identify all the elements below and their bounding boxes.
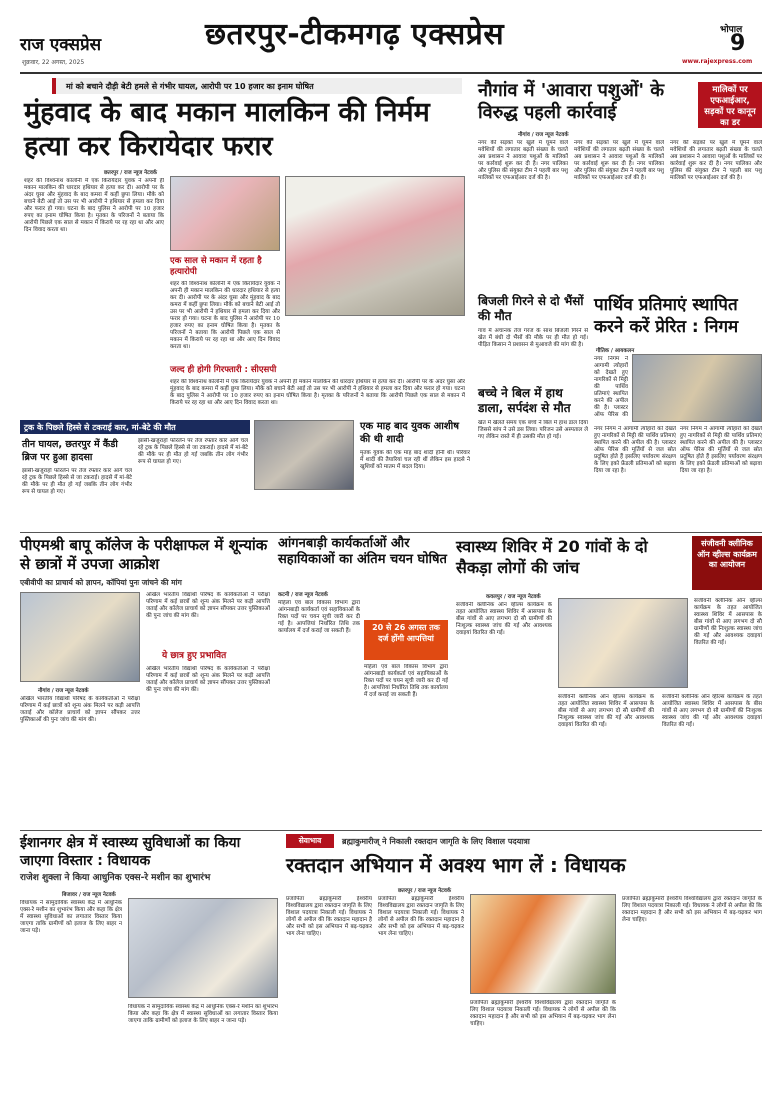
health-sidebox-text: संजीवनी क्लीनिक ऑन व्हील्स कार्यक्रम का आयोजन: [697, 539, 757, 569]
nougaon-body-col3: नगर की सड़कों पर खुले में घूमने वाले मवेशियों की लगातार बढ़ती संख्या के चलते अब प्रशासन ने आवारा पशुओं के मालिकों पर कार्रवाई शुरू कर दी है। नगर पालिका और पुलिस की संयुक्त टीम ने पहली बार पशु मालिकों पर एफआईआर दर्ज की है।: [670, 140, 762, 181]
victim-photo: [170, 176, 280, 251]
parthiv-byline: गौतिक / आयकलन: [596, 348, 635, 354]
snake-body: खेत में खेलते समय एक बच्चे ने बिल में हाथ डाल दिया जिससे सांप ने उसे डस लिया। परिजन उसे अस्पताल ले गए लेकिन रास्ते में ही उसकी मौत हो गई।: [478, 420, 588, 440]
anganwadi-body-col2: महिला एवं बाल विकास विभाग द्वारा आंगनबाड़ी कार्यकर्ता एवं सहायिकाओं के रिक्त पदों पर चयन सूची जारी कर दी गई है। आपत्तियां निर्धारित तिथि तक कार्यालय में दर्ज कराई जा सकती हैं।: [364, 664, 448, 698]
anganwadi-sidebox: [364, 620, 448, 660]
anganwadi-byline: कटनी / राज न्यूज नेटवर्क: [278, 592, 328, 598]
ishanagar-kicker: राजेश शुक्ला ने किया आधुनिक एक्स-रे मशीन का शुभारंभ: [20, 873, 211, 883]
issue-date: शुक्रवार, 22 अगस्त, 2025: [22, 59, 85, 66]
anganwadi-sidebox-text: 20 से 26 अगस्त तक दर्ज होंगी आपत्तियां: [372, 623, 440, 643]
edition-title: छतरपुर-टीकमगढ़ एक्सप्रेस: [205, 17, 505, 52]
blood-body-col4: प्रजापिता ब्रह्माकुमारी ईश्वरीय विश्वविद्यालय द्वारा रक्तदान जागृति के लिए विशाल पदयात्रा निकाली गई। विधायक ने लोगों से अपील की कि रक्तदान महादान है और सभी को इस अभियान में बढ़-चढ़कर भाग लेना चाहिए।: [622, 896, 762, 923]
parthiv-body-col1: नगर निगम ने आगामी त्योहारों को देखते हुए नागरिकों से मिट्टी की पार्थिव प्रतिमाएं स्थापित करने की अपील की है। प्लास्टर ऑफ पेरिस की: [594, 356, 628, 418]
nougaon-headline: नौगांव में 'आवारा पशुओं' के विरुद्ध पहली कार्रवाई: [478, 80, 665, 123]
college-subhead: ये छात्र हुए प्रभावित: [162, 651, 227, 661]
health-body-col1: संजीवनी क्लीनिक ऑन व्हील्स कार्यक्रम के तहत आयोजित स्वास्थ्य शिविर में आसपास के बीस गांवों से आए लगभग दो सौ ग्रामीणों की निःशुल्क स्वास्थ्य जांच की गई और आवश्यक दवाइयां वितरित की गईं।: [456, 602, 552, 636]
college-kicker: एबीवीपी का प्राचार्य को ज्ञापन, कॉपियां पुनः जांचने की मांग: [20, 578, 182, 587]
parthiv-story: [594, 294, 762, 524]
blood-headline: रक्तदान अभियान में अवश्य भाग लें : विधायक: [286, 853, 626, 877]
blood-story: [286, 834, 762, 1096]
marriage-headline: एक माह बाद युवक आशीष की थी शादी: [360, 421, 460, 445]
health-body-col4: संजीवनी क्लीनिक ऑन व्हील्स कार्यक्रम के तहत आयोजित स्वास्थ्य शिविर में आसपास के बीस गांवों से आए लगभग दो सौ ग्रामीणों की निःशुल्क स्वास्थ्य जांच की गई और आवश्यक दवाइयां वितरित की गईं।: [694, 598, 762, 646]
ishanagar-story: [20, 834, 278, 1096]
truck-story: [20, 420, 470, 530]
blood-photo: [470, 894, 616, 994]
health-story: [456, 536, 762, 826]
college-photo: [20, 592, 140, 682]
college-headline: पीएमश्री बापू कॉलेज के परीक्षाफल में शून्यांक से छात्रों में उपजा आक्रोश: [20, 536, 268, 573]
truck-body-col2: झांसी-खजुराहो फोरलेन पर तेज रफ्तार कार आगे चल रहे ट्रक के पिछले हिस्से से जा टकराई। हादसे में मां-बेटे की मौके पर ही मौत हो गई जबकि तीन लोग गंभीर रूप से घायल हो गए।: [138, 438, 248, 465]
nougaon-body-col1: नगर की सड़कों पर खुले में घूमने वाले मवेशियों की लगातार बढ़ती संख्या के चलते अब प्रशासन ने आवारा पशुओं के मालिकों पर कार्रवाई शुरू कर दी है। नगर पालिका और पुलिस की संयुक्त टीम ने पहली बार पशु मालिकों पर एफआईआर दर्ज की है।: [478, 140, 568, 181]
health-headline: स्वास्थ्य शिविर में 20 गांवों के दो सैकड़ा लोगों की जांच: [456, 537, 648, 577]
ishanagar-body-col1: विधायक ने सामुदायिक स्वास्थ्य केंद्र में आधुनिक एक्स-रे मशीन का शुभारंभ किया और कहा कि क्षेत्र में स्वास्थ्य सुविधाओं का लगातार विस्तार किया जाएगा ताकि ग्रामीणों को इलाज के लिए बाहर न जाना पड़े।: [20, 900, 122, 934]
snake-story: [478, 386, 588, 526]
parthiv-headline: पार्थिव प्रतिमाएं स्थापित करने करें प्रेरित : निगम: [594, 295, 739, 337]
nougaon-body-col2: नगर की सड़कों पर खुले में घूमने वाले मवेशियों की लगातार बढ़ती संख्या के चलते अब प्रशासन ने आवारा पशुओं के मालिकों पर कार्रवाई शुरू कर दी है। नगर पालिका और पुलिस की संयुक्त टीम ने पहली बार पशु मालिकों पर एफआईआर दर्ज की है।: [574, 140, 664, 181]
blood-body-col2: प्रजापिता ब्रह्माकुमारी ईश्वरीय विश्वविद्यालय द्वारा रक्तदान जागृति के लिए विशाल पदयात्रा निकाली गई। विधायक ने लोगों से अपील की कि रक्तदान महादान है और सभी को इस अभियान में बढ़-चढ़कर भाग लेना चाहिए।: [378, 896, 464, 937]
nougaon-sidebox: [698, 82, 762, 128]
blood-label: [286, 834, 334, 848]
scene-photo: [285, 176, 465, 316]
blood-body-col3: प्रजापिता ब्रह्माकुमारी ईश्वरीय विश्वविद्यालय द्वारा रक्तदान जागृति के लिए विशाल पदयात्रा निकाली गई। विधायक ने लोगों से अपील की कि रक्तदान महादान है और सभी को इस अभियान में बढ़-चढ़कर भाग लेना चाहिए।: [470, 1000, 616, 1027]
bhains-body: गांव में अचानक तेज गरज के साथ बिजली गिरने से खेत में बंधी दो भैंसों की मौके पर ही मौत हो गई। पीड़ित किसान ने प्रशासन से मुआवजे की मांग की है।: [478, 328, 588, 348]
health-photo: [558, 598, 688, 688]
parthiv-photo: [632, 354, 762, 422]
anganwadi-body-col1: महिला एवं बाल विकास विभाग द्वारा आंगनबाड़ी कार्यकर्ता एवं सहायिकाओं के रिक्त पदों पर चयन सूची जारी कर दी गई है। आपत्तियां निर्धारित तिथि तक कार्यालय में दर्ज कराई जा सकती हैं।: [278, 600, 360, 634]
parthiv-body-col2: नगर निगम ने आगामी त्योहारों को देखते हुए नागरिकों से मिट्टी की पार्थिव प्रतिमाएं स्थापित करने की अपील की है। प्लास्टर ऑफ पेरिस की मूर्तियों से जल स्रोत प्रदूषित होते हैं इसलिए पर्यावरण संरक्षण के लिए इको फ्रेंडली प्रतिमाओं को बढ़ावा दिया जा रहा है।: [594, 426, 676, 474]
health-body-col3: संजीवनी क्लीनिक ऑन व्हील्स कार्यक्रम के तहत आयोजित स्वास्थ्य शिविर में आसपास के बीस गांवों से आए लगभग दो सौ ग्रामीणों की निःशुल्क स्वास्थ्य जांच की गई और आवश्यक दवाइयां वितरित की गईं।: [662, 694, 762, 728]
marriage-body: मृतक युवक की एक माह बाद शादी होनी थी। परिवार में शादी की तैयारियां चल रही थीं लेकिन इस हादसे ने खुशियों को मातम में बदल दिया।: [360, 450, 470, 470]
truck-headline: ट्रक के पिछले हिस्से से टकराई कार, मां-बेटे की मौत: [24, 423, 176, 432]
truck-subhead: तीन घायल, छतरपुर में कैंडी ब्रिज पर हुआ हादसा: [22, 439, 118, 463]
college-body-col2: अखिल भारतीय विद्यार्थी परिषद के कार्यकर्ताओं ने परीक्षा परिणाम में कई छात्रों को शून्य अंक मिलने पर कड़ी आपत्ति जताई और कॉलेज प्राचार्य को ज्ञापन सौंपकर उत्तर पुस्तिकाओं की पुनः जांच की मांग की।: [146, 592, 270, 619]
blood-kicker: ब्रह्माकुमारीज् ने निकाली रक्तदान जागृति के लिए विशाल पदयात्रा: [342, 837, 530, 846]
main-body-col3: शहर की विश्वनाथ कॉलोनी में एक किरायेदार युवक ने अपनी ही मकान मालकिन की धारदार हथियार से हत्या कर दी। आरोपी पर के अंदर घुसा और मुंहवाद के बाद कमरा में कहीं छुपा लिया। मौके को बचाने बेटी आई तो उस पर भी आरोपी ने हथियार से हमला कर दिया और फरार हो गया। घटना के बाद पुलिस ने आरोपी पर 10 हजार रुपए का इनाम घोषित किया है। मृतका के परिजनों ने बताया कि आरोपी पिछले एक साल से मकान में किराये पर रह रहा था और आए दिन विवाद करता था।: [170, 379, 465, 406]
college-story: [20, 536, 270, 826]
college-body-col1: अखिल भारतीय विद्यार्थी परिषद के कार्यकर्ताओं ने परीक्षा परिणाम में कई छात्रों को शून्य अंक मिलने पर कड़ी आपत्ति जताई और कॉलेज प्राचार्य को ज्ञापन सौंपकर उत्तर पुस्तिकाओं की पुनः जांच की मांग की।: [20, 696, 140, 723]
main-byline: छतरपुर / राज न्यूज नेटवर्क: [104, 170, 157, 176]
truck-photo: [254, 420, 354, 490]
college-body-col3: अखिल भारतीय विद्यार्थी परिषद के कार्यकर्ताओं ने परीक्षा परिणाम में कई छात्रों को शून्य अंक मिलने पर कड़ी आपत्ति जताई और कॉलेज प्राचार्य को ज्ञापन सौंपकर उत्तर पुस्तिकाओं की पुनः जांच की मांग की।: [146, 666, 270, 693]
ishanagar-photo: [128, 898, 278, 998]
main-subhead-2: जल्द ही होगी गिरफ्तारी : सीएसपी: [170, 365, 277, 375]
parthiv-body-col3: नगर निगम ने आगामी त्योहारों को देखते हुए नागरिकों से मिट्टी की पार्थिव प्रतिमाएं स्थापित करने की अपील की है। प्लास्टर ऑफ पेरिस की मूर्तियों से जल स्रोत प्रदूषित होते हैं इसलिए पर्यावरण संरक्षण के लिए इको फ्रेंडली प्रतिमाओं को बढ़ावा दिया जा रहा है।: [680, 426, 762, 474]
main-subhead: एक साल से मकान में रहता है हत्यारोपी: [170, 256, 262, 277]
bhains-headline: बिजली गिरने से दो भैंसों की मौत: [478, 294, 584, 323]
bhains-story: [478, 294, 588, 384]
main-kicker: मां को बचाने दौड़ी बेटी हमले से गंभीर घायल, आरोपी पर 10 हजार का इनाम घोषित: [66, 82, 314, 91]
health-byline: कवलपुर / राज न्यूज नेटवर्क: [486, 594, 541, 600]
blood-label-text: सेवाभाव: [298, 836, 322, 845]
main-kicker-bar: [52, 78, 462, 94]
main-body-col2: शहर की विश्वनाथ कॉलोनी में एक किरायेदार युवक ने अपनी ही मकान मालकिन की धारदार हथियार से हत्या कर दी। आरोपी पर के अंदर घुसा और मुंहवाद के बाद कमरा में कहीं छुपा लिया। मौके को बचाने बेटी आई तो उस पर भी आरोपी ने हथियार से हमला कर दिया और फरार हो गया। घटना के बाद पुलिस ने आरोपी पर 10 हजार रुपए का इनाम घोषित किया है। मृतका के परिजनों ने बताया कि आरोपी पिछले एक साल से मकान में किराये पर रह रहा था और आए दिन विवाद करता था।: [170, 281, 280, 350]
ishanagar-headline: ईशानगर क्षेत्र में स्वास्थ्य सुविधाओं का किया जाएगा विस्तार : विधायक: [20, 835, 241, 869]
health-body-col2: संजीवनी क्लीनिक ऑन व्हील्स कार्यक्रम के तहत आयोजित स्वास्थ्य शिविर में आसपास के बीस गांवों से आए लगभग दो सौ ग्रामीणों की निःशुल्क स्वास्थ्य जांच की गई और आवश्यक दवाइयां वितरित की गईं।: [558, 694, 654, 728]
nougaon-story: [478, 80, 762, 290]
nougaon-byline: नौगांव / राज न्यूज नेटवर्क: [518, 132, 569, 138]
edition-city: भोपाल: [720, 25, 743, 35]
page-number: 9: [730, 31, 746, 56]
website-url: www.rajexpress.com: [682, 58, 753, 65]
main-story: [20, 76, 470, 406]
brand-logo: राज एक्सप्रेस: [20, 35, 102, 55]
health-sidebox: [692, 536, 762, 590]
truck-body-col1: झांसी-खजुराहो फोरलेन पर तेज रफ्तार कार आगे चल रहे ट्रक के पिछले हिस्से से जा टकराई। हादसे में मां-बेटे की मौके पर ही मौत हो गई जबकि तीन लोग गंभीर रूप से घायल हो गए।: [22, 468, 132, 495]
blood-byline: छतरपुर / राज न्यूज नेटवर्क: [398, 888, 451, 894]
ishanagar-byline: बिजावर / राज न्यूज नेटवर्क: [62, 892, 116, 898]
masthead: [20, 12, 762, 70]
truck-headline-bar: [20, 420, 250, 434]
anganwadi-headline: आंगनबाड़ी कार्यकर्ताओं और सहायिकाओं का अंतिम चयन घोषित: [278, 536, 447, 567]
snake-headline: बच्चे ने बिल में हाथ डाला, सर्पदंश से मौत: [478, 386, 571, 415]
main-headline: मुंहवाद के बाद मकान मालकिन की निर्मम हत्या कर किरायेदार फरार: [24, 97, 430, 162]
blood-body-col1: प्रजापिता ब्रह्माकुमारी ईश्वरीय विश्वविद्यालय द्वारा रक्तदान जागृति के लिए विशाल पदयात्रा निकाली गई। विधायक ने लोगों से अपील की कि रक्तदान महादान है और सभी को इस अभियान में बढ़-चढ़कर भाग लेना चाहिए।: [286, 896, 372, 937]
main-body-col1: शहर की विश्वनाथ कॉलोनी में एक किरायेदार युवक ने अपनी ही मकान मालकिन की धारदार हथियार से हत्या कर दी। आरोपी पर के अंदर घुसा और मुंहवाद के बाद कमरा में कहीं छुपा लिया। मौके को बचाने बेटी आई तो उस पर भी आरोपी ने हथियार से हमला कर दिया और फरार हो गया। घटना के बाद पुलिस ने आरोपी पर 10 हजार रुपए का इनाम घोषित किया है। मृतका के परिजनों ने बताया कि आरोपी पिछले एक साल से मकान में किराये पर रह रहा था और आए दिन विवाद करता था।: [24, 178, 164, 233]
ishanagar-body-col2: विधायक ने सामुदायिक स्वास्थ्य केंद्र में आधुनिक एक्स-रे मशीन का शुभारंभ किया और कहा कि क्षेत्र में स्वास्थ्य सुविधाओं का लगातार विस्तार किया जाएगा ताकि ग्रामीणों को इलाज के लिए बाहर न जाना पड़े।: [128, 1004, 278, 1024]
nougaon-sidebox-text: मालिकों पर एफआईआर, सड़कों पर कानून का डर: [704, 85, 756, 128]
anganwadi-story: [278, 536, 448, 826]
college-byline: नौगांव / राज न्यूज नेटवर्क: [38, 688, 89, 694]
